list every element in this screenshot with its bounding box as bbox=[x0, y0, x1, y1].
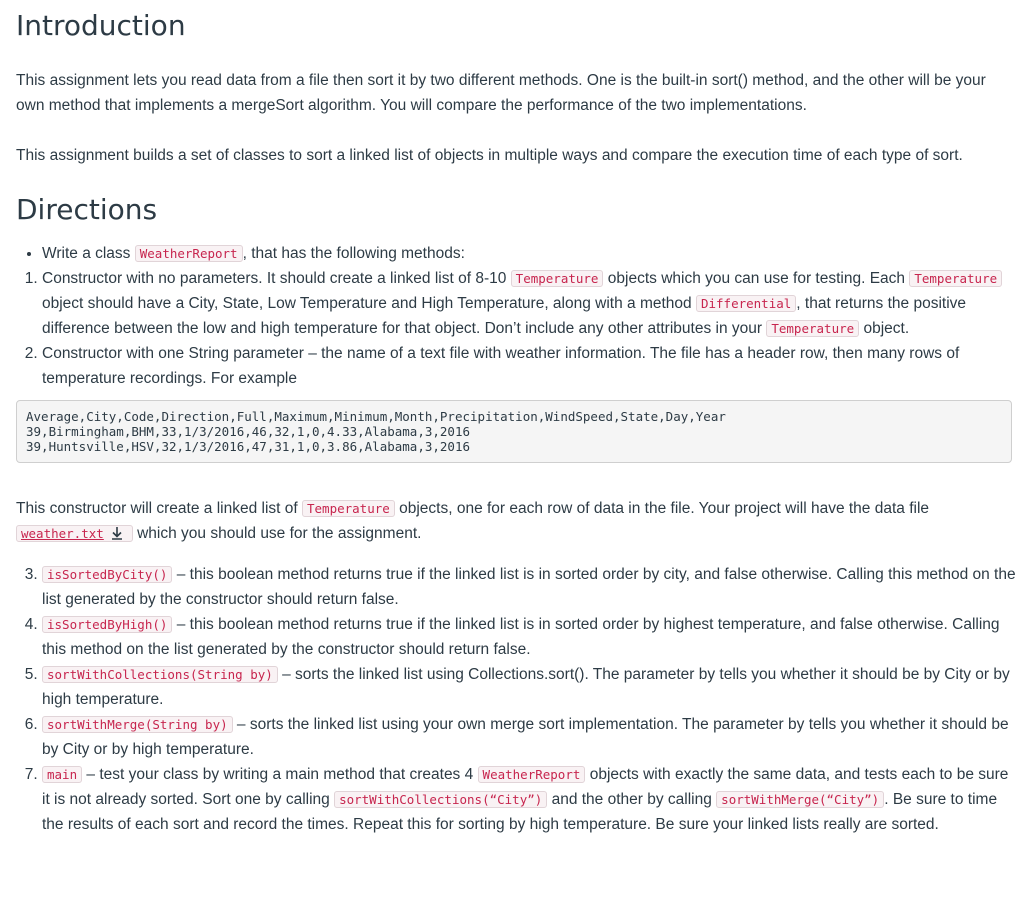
directions-list-b bbox=[16, 562, 1018, 837]
directions-bullet-list bbox=[16, 241, 1018, 266]
inline-code: WeatherReport bbox=[135, 245, 243, 262]
inline-code: sortWithMerge(“City”) bbox=[716, 791, 884, 808]
list-item: • Write a class WeatherReport , that has the following methods: bbox=[42, 241, 1018, 266]
weather-file-link[interactable]: weather.txt bbox=[16, 525, 133, 542]
list-item: 1. Constructor with no parameters. It should create a linked list of 8-10 Temperature objects which you can use for testing. Each Temperature object should have a City, State, Low Temperature and High Temperature, along with a method Differential , that returns the positive difference between the low and high temperature for that object. Don’t include any other attributes in your Temperature object. bbox=[42, 266, 1018, 341]
intro-paragraph-2: This assignment builds a set of classes to sort a linked list of objects in multiple ways and compare the execution time of each type of sort. bbox=[16, 147, 963, 164]
directions-heading: Directions bbox=[16, 193, 158, 226]
list-item: 3. isSortedByCity() – this boolean method returns true if the linked list is in sorted order by city, and false otherwise. Calling this method on the list generated by the constructor should return false. bbox=[42, 562, 1018, 612]
download-icon[interactable] bbox=[110, 526, 124, 540]
list-item: 6. sortWithMerge(String by) – sorts the linked list using your own merge sort implementation. The parameter by tells you whether it should be by City or by high temperature. bbox=[42, 712, 1018, 762]
list-item: 5. sortWithCollections(String by) – sorts the linked list using Collections.sort(). The parameter by tells you whether it should be by City or by high temperature. bbox=[42, 662, 1018, 712]
inline-code: sortWithMerge(String by) bbox=[42, 716, 233, 733]
list-item: 4. isSortedByHigh() – this boolean method returns true if the linked list is in sorted order by highest temperature, and false otherwise. Calling this method on the list generated by the constructor should return false. bbox=[42, 612, 1018, 662]
inline-code: isSortedByHigh() bbox=[42, 616, 172, 633]
inline-code: Temperature bbox=[302, 500, 395, 517]
inline-code: isSortedByCity() bbox=[42, 566, 172, 583]
inline-code: WeatherReport bbox=[478, 766, 586, 783]
inline-code: sortWithCollections(String by) bbox=[42, 666, 278, 683]
directions-list-a bbox=[16, 266, 1018, 391]
inline-code: Differential bbox=[696, 295, 796, 312]
list-item: 2. Constructor with one String parameter – the name of a text file with weather information. The file has a header row, then many rows of temperature recordings. For example bbox=[42, 341, 1018, 391]
constructor-paragraph: This constructor will create a linked list of Temperature objects, one for each row of data in the file. Your project will have the data file weather.txt which you should use for the assignment. bbox=[16, 500, 930, 542]
inline-code: sortWithCollections(“City”) bbox=[334, 791, 547, 808]
inline-code: Temperature bbox=[766, 320, 859, 337]
list-item: 7. main – test your class by writing a main method that creates 4 WeatherReport objects with exactly the same data, and tests each to be sure it is not already sorted. Sort one by calling sortWithCollections(“City”) and the other by calling sortWithMerge(“City”) . Be sure to time the results of each sort and record the times. Repeat this for sorting by high temperature. Be sure your linked lists really are sorted. bbox=[42, 762, 1018, 837]
inline-code: main bbox=[42, 766, 82, 783]
sample-data-block: Average,City,Code,Direction,Full,Maximum,Minimum,Month,Precipitation,WindSpeed,State,Day,Year 39,Birmingham,BHM,33,1/3/2016,46,32,1,0,4.33,Alabama,3,2016 39,Huntsville,HSV,32,1/3/2016,47,31,1,0,3.86,Alabama,3,2016 bbox=[16, 400, 1012, 463]
introduction-heading: Introduction bbox=[16, 9, 186, 42]
inline-code: Temperature bbox=[511, 270, 604, 287]
inline-code: Temperature bbox=[909, 270, 1002, 287]
intro-paragraph-1: This assignment lets you read data from a file then sort it by two different methods. One is the built-in sort() method, and the other will be your own method that implements a mergeSort algorithm. You will compare the performance of the two implementations. bbox=[16, 72, 986, 114]
